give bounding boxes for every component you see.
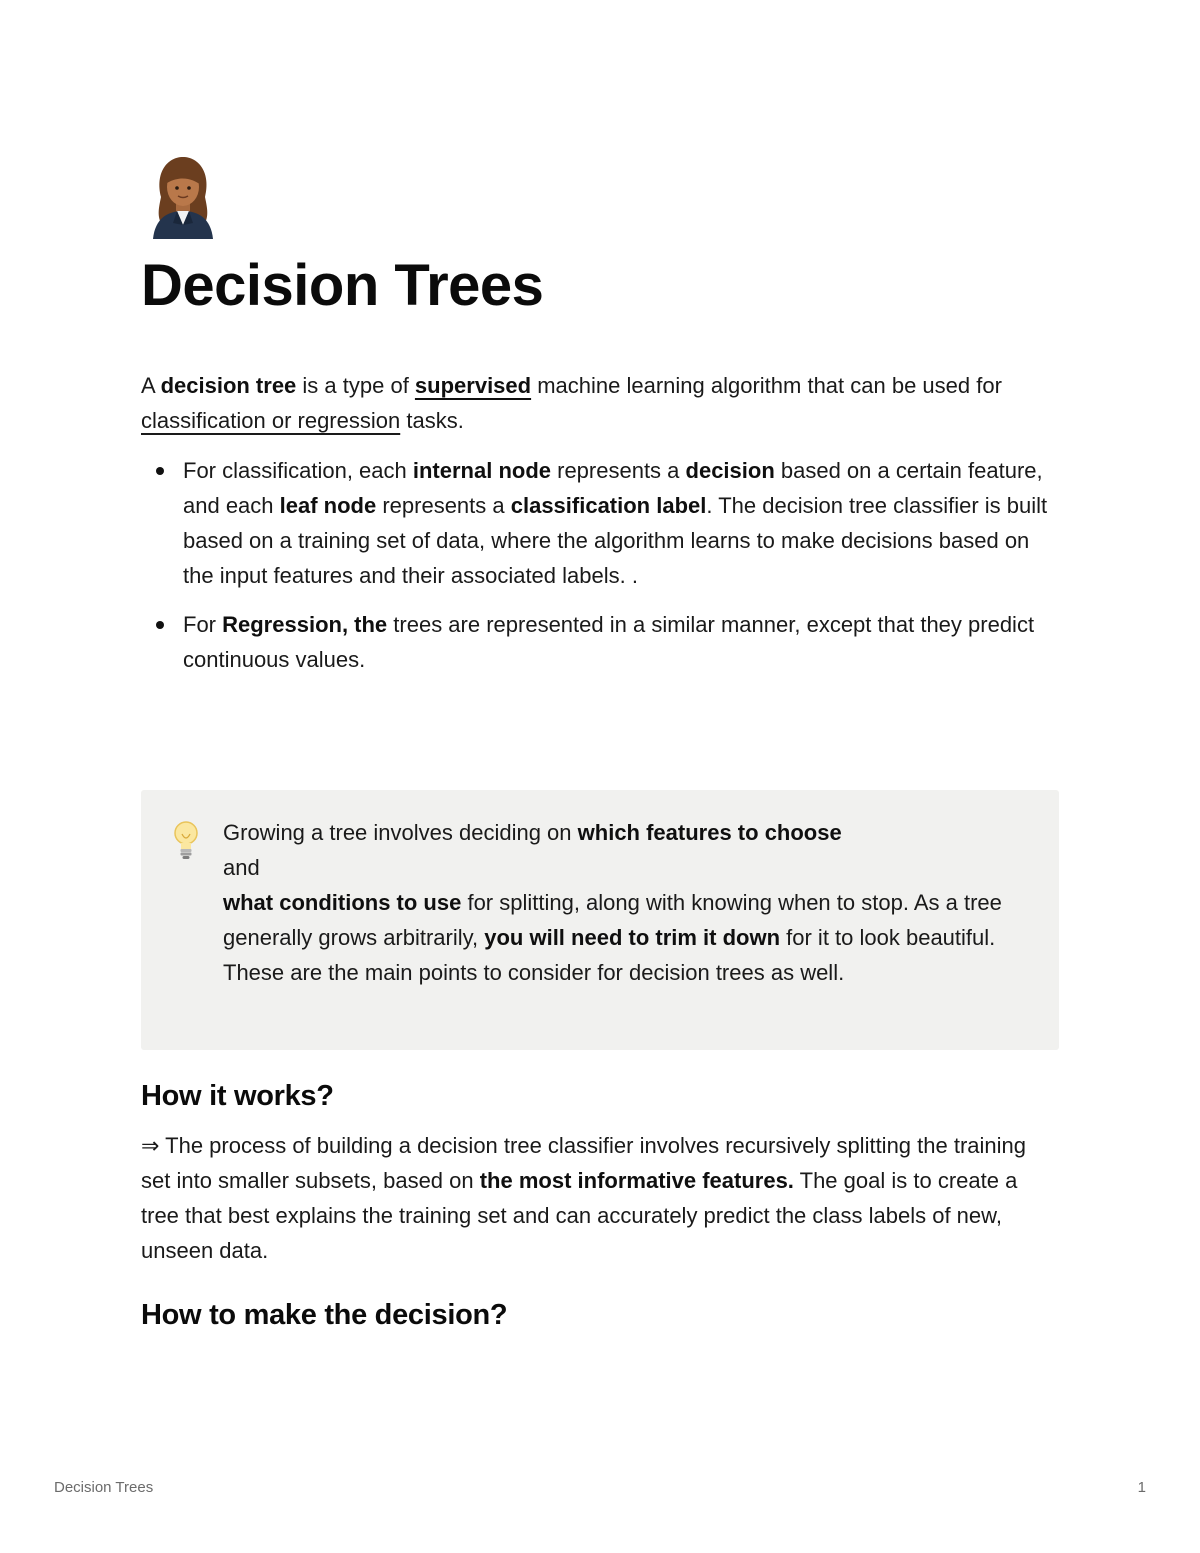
callout-text: Growing a tree involves deciding on which features to choose and what conditions to use for splitting, along with knowing when to stop. As a tree generally grows arbitrarily, you will need to trim it down for it to look beautiful. These are the main points to consider for decision trees as well. bbox=[223, 820, 1002, 985]
person-emoji-icon bbox=[147, 153, 219, 239]
heading-how-it-works: How it works? bbox=[141, 1080, 334, 1112]
how-it-works-paragraph: ⇒ The process of building a decision tree classifier involves recursively splitting the training set into smaller subsets, based on the most informative features. The goal is to create a tree that best explains the training set and can accurately predict the class labels of new, unseen data. bbox=[141, 1133, 1027, 1263]
footer-title: Decision Trees bbox=[54, 1479, 154, 1496]
bullet-list bbox=[141, 453, 1061, 691]
decision-tree-term: decision tree bbox=[160, 373, 297, 398]
page-title: Decision Trees bbox=[141, 253, 544, 318]
page-number: 1 bbox=[1137, 1479, 1146, 1496]
list-item: For Regression, the trees are represented in a similar manner, except that they predict continuous values. bbox=[141, 607, 1061, 677]
supervised-term: supervised bbox=[414, 373, 532, 398]
bullet-dot bbox=[156, 467, 164, 475]
classification-regression-term: classification or regression bbox=[141, 408, 401, 433]
heading-how-to-decide: How to make the decision? bbox=[141, 1299, 508, 1331]
bullet-dot bbox=[156, 621, 164, 629]
lightbulb-icon bbox=[171, 820, 201, 862]
intro-paragraph: A decision tree is a type of supervised machine learning algorithm that can be used for classification or regression tasks. bbox=[141, 373, 1002, 433]
list-item: For classification, each internal node represents a decision based on a certain feature, and each leaf node represents a classification label. The decision tree classifier is built based on a training set of data, where the algorithm learns to make decisions based on the input features and their associated labels. . bbox=[141, 453, 1061, 593]
